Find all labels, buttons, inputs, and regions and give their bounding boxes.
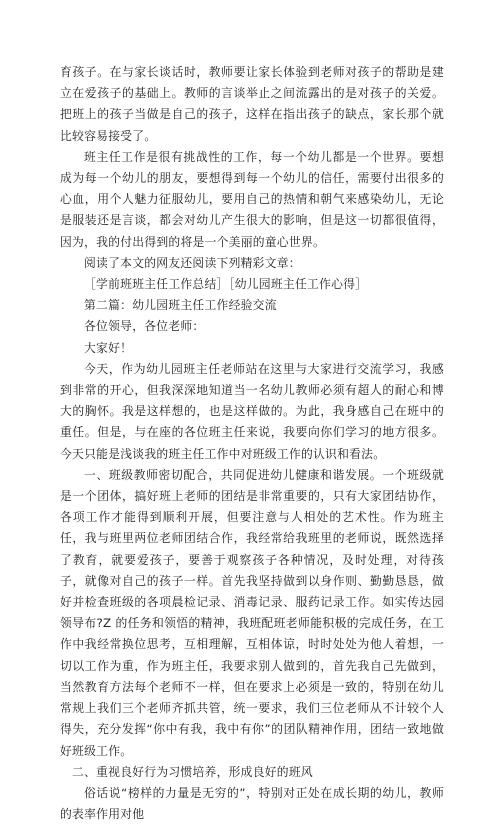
related-articles-heading: 阅读了本文的网友还阅读下列精彩文章：	[84, 255, 301, 270]
paragraph-parent-communication: 育孩子。在与家长谈话时，教师要让家长体验到老师对孩子的帮助是建立在爱孩子的基础上。教师的言谈举止之间流露出的是对孩子的关爱。把班上的孩子当做是自己的孩子，这样在指出孩子的缺点，家长那个就比较容易接受了。	[60, 65, 444, 143]
paragraph-section-one: 一、班级教师密切配合，共同促进幼儿健康和谐发展。一个班级就是一个团体，搞好班上老师的团结是非常重要的，只有大家团结协作，各项工作才能得到顺利开展，但要注意与人相处的艺术性。作为班主任，我与班里两位老师团结合作，我经常给我班里的老师说，既然选择了教育，就要爱孩子，要善于观察孩子各种情况，及时处理，对待孩子，就像对自己的孩子一样。首先我坚持做到以身作则、勤勤恳恳，做好并检查班级的各项晨检记录、消毒记录、服药记录工作。如实传达园领导布?Z 的任务和领悟的精神，我班配班老师能积极的完成任务，在工作中我经常换位思考，互相理解，互相体谅，时时处处为他人着想，一切以工作为重，作为班主任，我要求别人做到的，首先我自己先做到，当然教育方法每个老师不一样，但在要求上必须是一致的，特别在幼儿常规上我们三个老师齐抓共管，统一要求，我们三位老师从不计较个人得失，充分发挥“你中有我，我中有你”的团队精神作用，团结一致地做好班级工作。	[60, 467, 444, 758]
greeting-hello: 大家好！	[84, 340, 133, 355]
section-title-second-article: 第二篇：幼儿园班主任工作经验交流	[84, 298, 277, 313]
section-two-heading: 二、重视良好行为习惯培养，形成良好的班风	[72, 764, 313, 779]
paragraph-introduction: 今天，作为幼儿园班主任老师站在这里与大家进行交流学习，我感到非常的开心，但我深深地知道当一名幼儿教师必须有超人的耐心和博大的胸怀。我是这样想的，也是这样做的。为此，我身感自己在班中的重任。但是，与在座的各位班主任来说，我要向你们学习的地方很多。今天只能是浅谈我的班主任工作中对班级工作的认识和看法。	[60, 361, 444, 461]
document-page	[60, 62, 444, 825]
greeting-leaders: 各位领导，各位老师：	[84, 319, 205, 334]
paragraph-section-two-start: 俗话说“榜样的力量是无穷的”，特别对正处在成长期的幼儿，教师的表率作用对他	[60, 785, 444, 822]
paragraph-teacher-challenge: 班主任工作是很有挑战性的工作，每一个幼儿都是一个世界。要想成为每一个幼儿的朋友，要想得到每一个幼儿的信任，需要付出很多的心血，用个人魅力征服幼儿，要用自己的热情和朝气来感染幼儿，无论是服装还是言谈，都会对幼儿产生很大的影响，但是这一切都很值得，因为，我的付出得到的将是一个美丽的童心世界。	[60, 149, 444, 249]
related-article-links[interactable]: ［学前班班主任工作总结］［幼儿园班主任工作心得］	[84, 277, 368, 292]
